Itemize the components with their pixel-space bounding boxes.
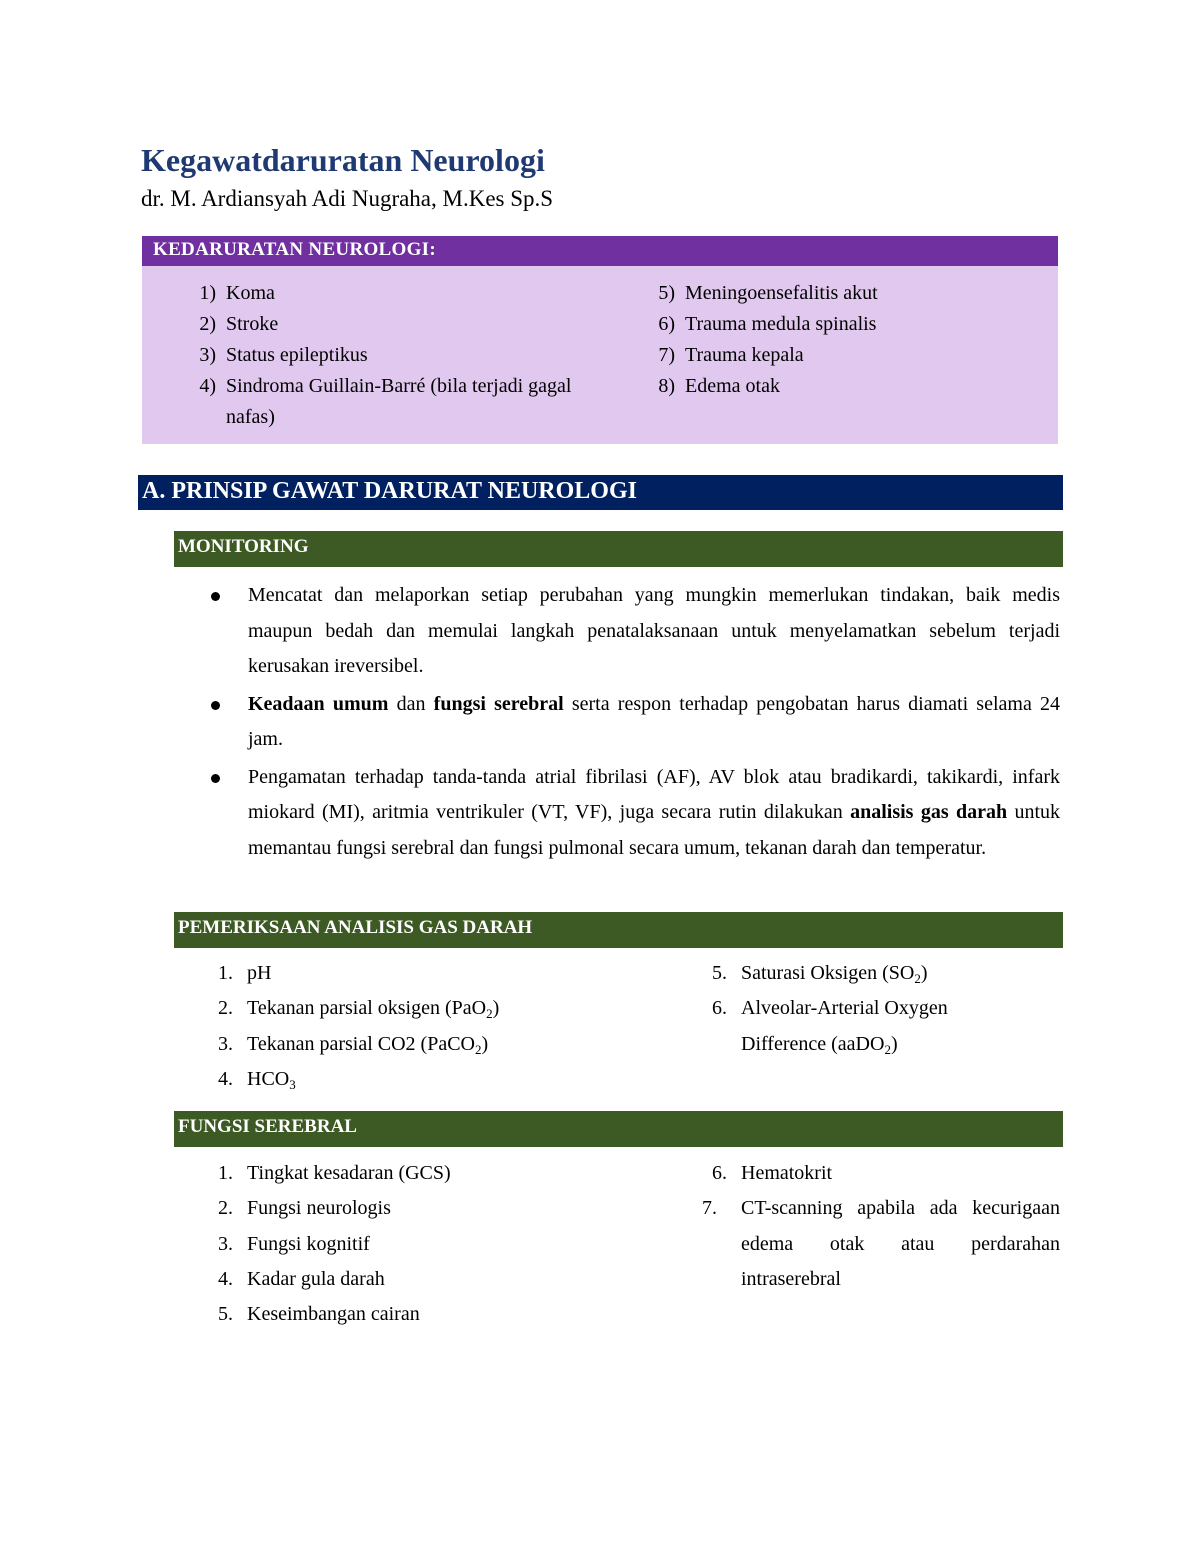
list-number: 5.: [218, 1303, 233, 1326]
monitoring-bullets: [208, 578, 1060, 866]
list-number: 4.: [218, 1067, 233, 1090]
fungsi-serebral-list-left: [208, 1156, 628, 1332]
bullet-icon: [211, 774, 220, 783]
list-text: Koma: [226, 282, 275, 304]
list-item: [702, 1156, 1060, 1191]
gas-darah-list-right: [702, 956, 1002, 1062]
list-number: 6.: [712, 997, 727, 1020]
list-text: Sindroma Guillain-Barré (bila terjadi gagal nafas): [226, 375, 572, 428]
list-item: [208, 991, 628, 1026]
list-number: 8): [658, 375, 675, 397]
bold-text: analisis gas darah: [850, 801, 1008, 823]
list-number: 3): [199, 344, 216, 366]
list-text: HCO: [247, 1067, 290, 1090]
bullet-text: Pengamatan terhadap tanda-tanda atrial fibrilasi (AF), AV blok atau bradikardi, takikardi, infark miokard (MI), aritmia ventrikuler (VT, VF), juga secara rutin dilakukan: [248, 765, 1060, 823]
list-item: [702, 991, 1002, 1062]
list-text: Keseimbangan cairan: [247, 1303, 420, 1326]
list-text: Status epileptikus: [226, 344, 368, 366]
list-text: Edema otak: [685, 375, 780, 397]
list-item: [702, 1191, 1060, 1297]
bullet-item: [208, 687, 1060, 758]
list-number: 2.: [218, 997, 233, 1020]
fungsi-serebral-heading: FUNGSI SEREBRAL: [174, 1111, 1063, 1147]
list-item: [643, 278, 1043, 309]
list-text: Tekanan parsial CO2 (PaCO: [247, 1032, 475, 1055]
list-number: 1.: [218, 1162, 233, 1184]
list-item: [643, 371, 1043, 402]
bullet-icon: [211, 592, 220, 601]
list-text: Tingkat kesadaran (GCS): [247, 1162, 451, 1184]
list-text: Trauma kepala: [685, 344, 804, 366]
bullet-text: untuk memantau fungsi serebral dan fungsi pulmonal secara umum, tekanan darah dan temperatur.: [248, 801, 1061, 859]
section-a-heading: A. PRINSIP GAWAT DARURAT NEUROLOGI: [138, 475, 1063, 510]
list-item: [208, 1191, 628, 1226]
bullet-text: dan: [388, 692, 434, 715]
subscript: 2: [486, 1006, 493, 1022]
list-number: 3.: [218, 1232, 233, 1255]
list-text-tail: ): [920, 962, 928, 984]
list-number: 6.: [712, 1162, 727, 1184]
subscript: 3: [289, 1076, 296, 1092]
list-item: [643, 340, 1043, 371]
list-number: 1): [199, 282, 216, 304]
bold-text: Keadaan umum: [248, 692, 389, 715]
list-number: 5): [658, 282, 675, 304]
list-text: Kadar gula darah: [247, 1267, 385, 1290]
list-item: [184, 371, 594, 433]
bullet-icon: [211, 701, 220, 710]
fungsi-serebral-list-right: [702, 1156, 1060, 1297]
bullet-text: serta respon terhadap pengobatan harus diamati selama 24 jam.: [248, 692, 1060, 750]
list-text: Fungsi kognitif: [247, 1232, 370, 1255]
list-number: 5.: [712, 962, 727, 984]
emergency-list-right: [643, 278, 1043, 402]
list-item: [208, 1227, 628, 1262]
list-item: [184, 278, 594, 309]
bold-text: fungsi serebral: [433, 692, 564, 715]
list-text: Saturasi Oksigen (SO: [741, 962, 915, 984]
document-title: Kegawatdaruratan Neurologi: [141, 142, 545, 178]
bullet-item: [208, 578, 1060, 685]
list-number: 1.: [218, 962, 233, 984]
list-text: Alveolar-Arterial Oxygen Difference (aaDO: [741, 997, 948, 1055]
list-text: Fungsi neurologis: [247, 1197, 391, 1220]
list-number: 2): [199, 313, 216, 335]
list-number: 4): [199, 375, 216, 397]
list-number: 6): [658, 313, 675, 335]
gas-darah-list-left: [208, 956, 628, 1097]
list-item: [702, 956, 1002, 991]
list-item: [208, 1297, 628, 1332]
emergency-box-heading: KEDARURATAN NEUROLOGI:: [142, 236, 1058, 266]
document-author: dr. M. Ardiansyah Adi Nugraha, M.Kes Sp.S: [141, 186, 554, 211]
bullet-text: Mencatat dan melaporkan setiap perubahan yang mungkin memerlukan tindakan, baik medis maupun bedah dan memulai langkah penatalaksanaan untuk menyelamatkan sebelum terjadi kerusakan ireversibel.: [248, 584, 1060, 677]
list-number: 3.: [218, 1032, 233, 1055]
emergency-list-left: [184, 278, 594, 433]
list-text-tail: ): [492, 997, 500, 1020]
list-text-tail: ): [890, 1032, 898, 1055]
list-text: Tekanan parsial oksigen (PaO: [247, 997, 487, 1020]
list-number: 7.: [702, 1197, 717, 1220]
subscript: 2: [884, 1041, 891, 1057]
list-item: [208, 1027, 628, 1062]
list-text: Meningoensefalitis akut: [685, 282, 878, 304]
subscript: 2: [475, 1041, 482, 1057]
list-number: 2.: [218, 1197, 233, 1220]
list-number: 7): [658, 344, 675, 366]
list-text: pH: [247, 962, 272, 984]
list-item: [208, 1062, 628, 1097]
list-item: [208, 956, 628, 991]
list-text: CT-scanning apabila ada kecurigaan edema otak atau perdarahan intraserebral: [741, 1197, 1060, 1290]
list-text: Stroke: [226, 313, 279, 335]
subscript: 2: [914, 971, 921, 986]
list-number: 4.: [218, 1267, 233, 1290]
list-text: Trauma medula spinalis: [685, 313, 877, 335]
bullet-item: [208, 760, 1060, 867]
list-item: [643, 309, 1043, 340]
list-item: [184, 340, 594, 371]
list-text-tail: ): [481, 1032, 489, 1055]
gas-darah-heading: PEMERIKSAAN ANALISIS GAS DARAH: [174, 912, 1063, 948]
monitoring-heading: MONITORING: [174, 531, 1063, 567]
list-item: [208, 1156, 628, 1191]
list-item: [208, 1262, 628, 1297]
list-item: [184, 309, 594, 340]
list-text: Hematokrit: [741, 1162, 833, 1184]
